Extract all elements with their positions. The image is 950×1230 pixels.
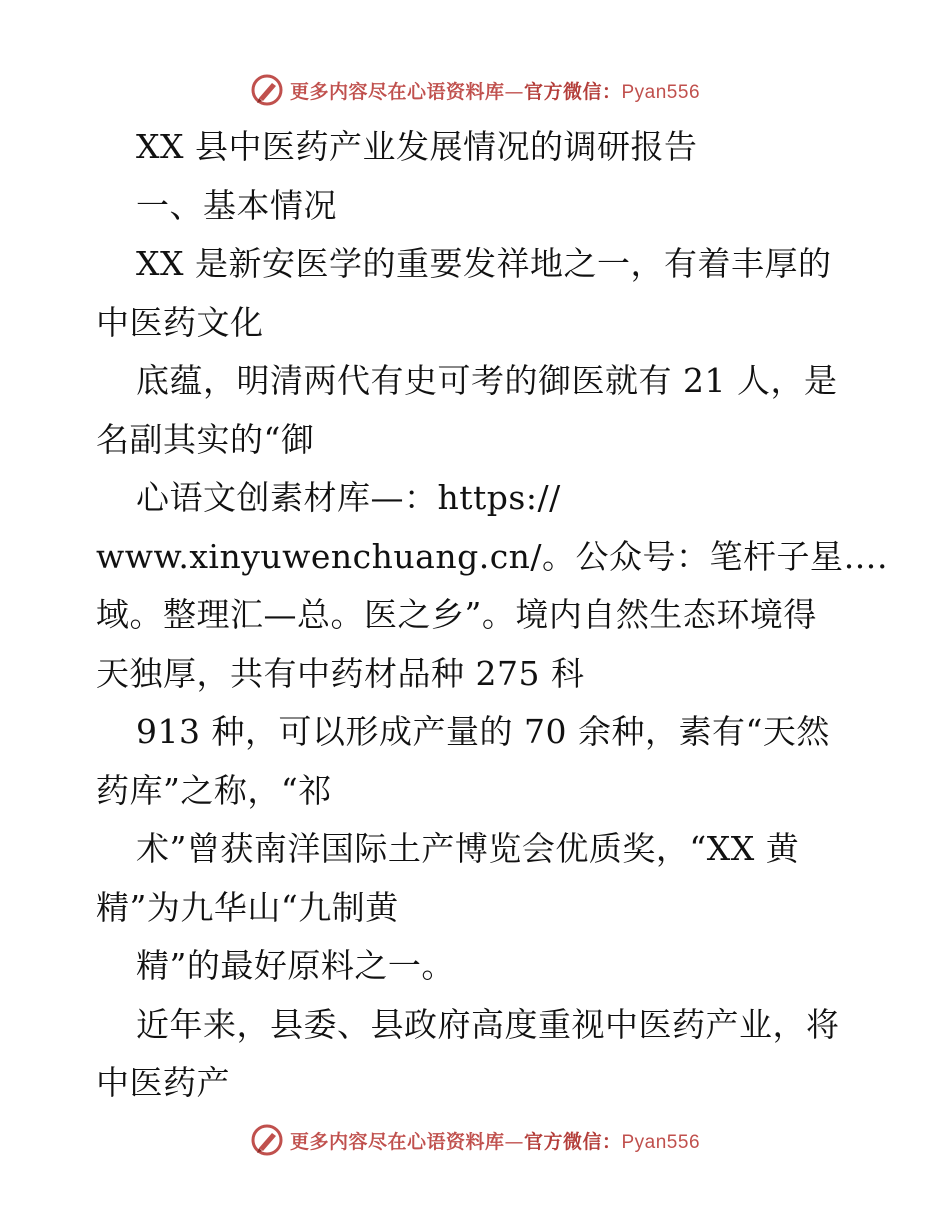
document-body [96, 118, 889, 1113]
watermark-wechat-id: Pyan556 [621, 81, 701, 103]
paragraph-line: 名副其实的“御 [96, 419, 315, 459]
paragraph-line: 药库”之称，“祁 [96, 770, 332, 810]
paragraph-line: 中医药产 [96, 1063, 230, 1102]
paragraph-line: 精”的最好原料之一。 [136, 946, 455, 985]
paragraph-line: XX 是新安医学的重要发祥地之一，有着丰厚的 [136, 244, 832, 283]
watermark-dash: — [504, 1130, 524, 1153]
paragraph-line: www.xinyuwenchuang.cn/。公众号：笔杆子星…. [96, 536, 889, 576]
pen-logo-icon [250, 73, 284, 107]
paragraph-line: 中医药文化 [96, 302, 264, 342]
watermark-site-text: 更多内容尽在心语资料库 [289, 1130, 505, 1153]
paragraph-line: 精”为九华山“九制黄 [96, 887, 399, 927]
watermark-official-text: 官方微信： [523, 1130, 622, 1153]
paragraph-line: 术”曾获南洋国际土产博览会优质奖，“XX 黄 [136, 829, 800, 868]
pen-logo-icon [250, 1123, 284, 1157]
paragraph-line: 913 种，可以形成产量的 70 余种，素有“天然 [136, 712, 830, 751]
watermark-site-text: 更多内容尽在心语资料库 [289, 80, 505, 103]
paragraph-line: 近年来，县委、县政府高度重视中医药产业，将 [136, 1004, 840, 1044]
paragraph-line: 心语文创素材库—：https:// [136, 478, 561, 517]
watermark-dash: — [504, 80, 524, 103]
paragraph-line: 底蕴，明清两代有史可考的御医就有 21 人，是 [136, 361, 838, 400]
paragraph-line: 域。整理汇—总。医之乡”。境内自然生态环境得 [96, 595, 817, 634]
paragraph-line: 天独厚，共有中药材品种 275 科 [96, 653, 585, 693]
watermark-text [290, 77, 700, 104]
document-title: XX 县中医药产业发展情况的调研报告 [136, 127, 698, 166]
watermark-text [290, 1127, 700, 1154]
watermark-wechat-id: Pyan556 [621, 1131, 701, 1153]
footer-watermark [0, 1120, 950, 1160]
watermark-official-text: 官方微信： [523, 80, 622, 103]
header-watermark [0, 70, 950, 110]
section-heading: 一、基本情况 [136, 185, 337, 225]
